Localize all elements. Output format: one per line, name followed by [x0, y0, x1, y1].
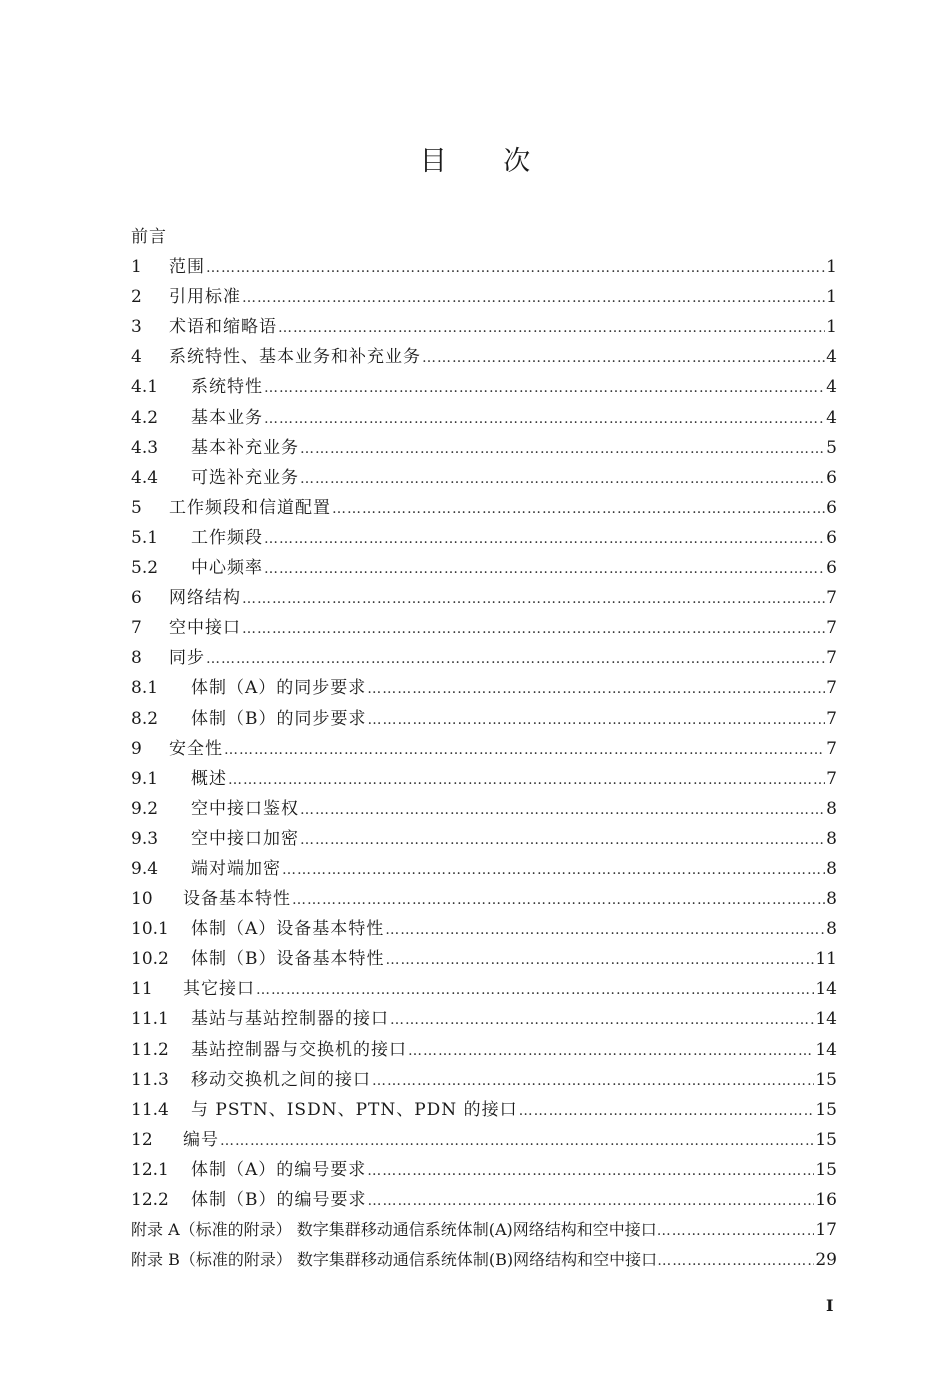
toc-dot-leader [408, 1036, 814, 1065]
toc-entry-title: 基站控制器与交换机的接口 [191, 1039, 407, 1060]
toc-entry-number: 11.3 [131, 1069, 169, 1090]
toc-dot-leader [657, 1246, 814, 1275]
toc-entry-page: 14 [815, 979, 837, 1000]
toc-dot-leader [332, 494, 825, 523]
toc-entry-number: 10.2 [131, 949, 169, 970]
toc-entry-page: 16 [815, 1190, 837, 1210]
toc-entry-title: 范围 [169, 257, 205, 278]
toc-entry-page: 7 [826, 768, 837, 789]
toc-entry-title: 体制（A）设备基本特性 [191, 919, 385, 940]
toc-entry-title: 网络结构 [169, 588, 241, 609]
toc-entry-title: 体制（A）的编号要求 [191, 1159, 367, 1180]
toc-entry-number: 9 [131, 738, 142, 759]
toc-dot-leader [300, 464, 825, 493]
toc-entry-title: 基站与基站控制器的接口 [191, 1009, 389, 1030]
toc-entry-title: 设备基本特性 [183, 889, 291, 910]
toc-entry-page: 1 [826, 257, 837, 278]
toc-entry-page: 4 [826, 347, 837, 368]
toc-dot-leader [368, 1186, 815, 1215]
page-title: 目 次 [419, 146, 555, 177]
toc-entry-page: 1 [826, 287, 837, 308]
toc-entry-number: 11 [131, 979, 153, 1000]
toc-entry-page: 6 [826, 497, 837, 518]
toc-entry[interactable] [131, 553, 837, 583]
toc-entry[interactable] [131, 764, 837, 794]
toc-entry-title: 空中接口 [169, 618, 241, 639]
toc-entry-title: 前言 [131, 227, 167, 247]
toc-dot-leader [390, 1005, 814, 1034]
toc-entry-number: 5 [131, 497, 142, 518]
toc-entry[interactable] [131, 372, 837, 402]
toc-dot-leader [292, 885, 825, 914]
toc-entry-page: 8 [826, 889, 837, 910]
toc-entry-page: 7 [826, 708, 837, 729]
toc-dot-leader [206, 644, 825, 673]
toc-dot-leader [300, 795, 825, 824]
toc-dot-leader [367, 674, 825, 703]
toc-entry-title: 基本业务 [191, 407, 263, 428]
toc-entry[interactable] [131, 914, 837, 944]
toc-entry-number: 10 [131, 889, 153, 910]
toc-entry-page: 17 [815, 1220, 837, 1241]
toc-entry-number: 11.1 [131, 1009, 169, 1030]
toc-entry-page: 1 [826, 317, 837, 338]
toc-dot-leader [278, 313, 825, 342]
toc-entry-number: 5.1 [131, 527, 159, 548]
toc-dot-leader [368, 705, 826, 734]
toc-dot-leader [206, 253, 825, 282]
toc-entry-page: 8 [826, 919, 837, 940]
toc-entry-title: 体制（B）的编号要求 [191, 1190, 367, 1210]
toc-entry-number: 5.2 [131, 558, 159, 579]
toc-entry-page: 14 [815, 1009, 837, 1030]
toc-dot-leader [242, 614, 825, 643]
toc-entry[interactable] [131, 673, 837, 703]
toc-entry-number: 9.4 [131, 858, 159, 879]
toc-dot-leader [242, 584, 825, 613]
toc-entry[interactable] [131, 884, 837, 914]
toc-entry-page: 7 [826, 618, 837, 639]
toc-entry-title: 体制（B）设备基本特性 [191, 949, 385, 970]
toc-dot-leader [256, 975, 814, 1004]
toc-entry-page: 14 [815, 1039, 837, 1060]
toc-entry-title: 系统特性 [191, 377, 263, 398]
toc-entry-page: 6 [826, 527, 837, 548]
toc-entry-number: 4.3 [131, 437, 159, 458]
toc-dot-leader [220, 1126, 814, 1155]
toc-entry-number: 12.2 [131, 1190, 169, 1210]
toc-entry-page: 6 [826, 558, 837, 579]
toc-entry[interactable] [131, 222, 837, 252]
toc-entry-title: 空中接口鉴权 [191, 798, 299, 819]
toc-entry-number: 11.2 [131, 1039, 169, 1060]
toc-entry[interactable] [131, 583, 837, 613]
toc-dot-leader [385, 915, 825, 944]
toc-entry[interactable] [131, 1245, 837, 1275]
toc-entry-page: 7 [826, 588, 837, 609]
toc-entry-number: 4.1 [131, 377, 159, 398]
toc-entry[interactable] [131, 1185, 837, 1215]
toc-entry[interactable] [131, 854, 837, 884]
toc-entry-title: 附录 B（标准的附录） 数字集群移动通信系统体制(B)网络结构和空中接口 [131, 1250, 658, 1270]
toc-entry-page: 7 [826, 738, 837, 759]
toc-dot-leader [282, 855, 825, 884]
toc-dot-leader [264, 554, 825, 583]
toc-entry-title: 与 PSTN、ISDN、PTN、PDN 的接口 [191, 1099, 518, 1120]
toc-entry[interactable] [131, 1004, 837, 1034]
toc-entry-page: 6 [826, 467, 837, 488]
toc-entry-title: 可选补充业务 [191, 467, 299, 488]
toc-dot-leader [224, 735, 825, 764]
toc-entry[interactable] [131, 1065, 837, 1095]
toc-entry[interactable] [131, 974, 837, 1004]
toc-entry-title: 编号 [183, 1129, 219, 1150]
toc-dot-leader [386, 945, 815, 974]
toc-entry-title: 工作频段 [191, 527, 263, 548]
toc-entry-number: 12.1 [131, 1159, 169, 1180]
toc-entry[interactable] [131, 794, 837, 824]
toc-entry[interactable] [131, 1095, 837, 1125]
toc-entry-page: 8 [826, 828, 837, 849]
toc-entry[interactable] [131, 1215, 837, 1245]
toc-entry-number: 9.1 [131, 768, 159, 789]
toc-entry-title: 附录 A（标准的附录） 数字集群移动通信系统体制(A)网络结构和空中接口 [131, 1220, 657, 1240]
toc-entry-number: 11.4 [131, 1099, 169, 1120]
toc-entry-number: 2 [131, 287, 142, 308]
toc-entry[interactable] [131, 613, 837, 643]
toc-entry[interactable] [131, 312, 837, 342]
toc-entry[interactable] [131, 944, 837, 974]
toc-entry-number: 7 [131, 618, 142, 639]
toc-entry-title: 端对端加密 [191, 858, 281, 879]
toc-entry-title: 概述 [191, 768, 227, 789]
toc-entry[interactable] [131, 1125, 837, 1155]
toc-entry-number: 8.1 [131, 678, 159, 699]
toc-entry-title: 系统特性、基本业务和补充业务 [169, 347, 421, 368]
toc-dot-leader [264, 524, 825, 553]
toc-entry-title: 基本补充业务 [191, 437, 299, 458]
toc-entry-number: 12 [131, 1129, 153, 1150]
toc-dot-leader [228, 765, 825, 794]
toc-entry-title: 空中接口加密 [191, 828, 299, 849]
page-number: I [826, 1296, 834, 1315]
toc-entry-page: 15 [815, 1159, 837, 1180]
toc-entry-page: 11 [815, 949, 837, 970]
toc-entry-page: 15 [815, 1099, 837, 1120]
table-of-contents [131, 222, 837, 1275]
toc-dot-leader [300, 434, 825, 463]
toc-dot-leader [422, 343, 825, 372]
toc-dot-leader [367, 1156, 814, 1185]
toc-entry-number: 10.1 [131, 919, 169, 940]
toc-entry-title: 工作频段和信道配置 [169, 497, 331, 518]
toc-entry-title: 体制（B）的同步要求 [191, 708, 367, 729]
toc-entry[interactable] [131, 1035, 837, 1065]
toc-entry-number: 1 [131, 257, 142, 278]
toc-entry-page: 15 [815, 1069, 837, 1090]
toc-entry-page: 7 [826, 648, 837, 669]
toc-entry[interactable] [131, 493, 837, 523]
toc-entry-number: 9.2 [131, 798, 159, 819]
toc-entry-page: 15 [815, 1129, 837, 1150]
toc-entry-title: 同步 [169, 648, 205, 669]
toc-entry-title: 中心频率 [191, 558, 263, 579]
toc-entry-number: 3 [131, 317, 142, 338]
toc-entry[interactable] [131, 1155, 837, 1185]
toc-entry-number: 8.2 [131, 708, 159, 729]
toc-dot-leader [242, 283, 825, 312]
toc-entry-page: 4 [826, 407, 837, 428]
toc-entry[interactable] [131, 433, 837, 463]
toc-entry-page: 5 [826, 437, 837, 458]
toc-dot-leader [372, 1066, 814, 1095]
toc-entry[interactable] [131, 403, 837, 433]
toc-dot-leader [264, 373, 825, 402]
toc-entry-title: 引用标准 [169, 287, 241, 308]
toc-entry-title: 其它接口 [183, 979, 255, 1000]
toc-entry-number: 4.2 [131, 407, 159, 428]
toc-entry-page: 7 [826, 678, 837, 699]
toc-entry-title: 术语和缩略语 [169, 317, 277, 338]
toc-entry-page: 29 [815, 1250, 837, 1271]
toc-entry[interactable] [131, 704, 837, 734]
toc-entry[interactable] [131, 252, 837, 282]
toc-entry-title: 安全性 [169, 738, 223, 759]
toc-entry-number: 6 [131, 588, 142, 609]
toc-entry-title: 移动交换机之间的接口 [191, 1069, 371, 1090]
toc-entry-number: 4 [131, 347, 142, 368]
toc-entry-page: 4 [826, 377, 837, 398]
toc-dot-leader [657, 1216, 815, 1245]
toc-dot-leader [264, 404, 825, 433]
toc-entry[interactable] [131, 824, 837, 854]
toc-dot-leader [519, 1096, 815, 1125]
toc-entry[interactable] [131, 523, 837, 553]
toc-entry-page: 8 [826, 858, 837, 879]
toc-dot-leader [300, 825, 825, 854]
toc-entry-number: 4.4 [131, 467, 159, 488]
toc-entry[interactable] [131, 734, 837, 764]
toc-entry[interactable] [131, 643, 837, 673]
toc-entry-title: 体制（A）的同步要求 [191, 678, 367, 699]
toc-entry[interactable] [131, 342, 837, 372]
toc-entry-page: 8 [826, 798, 837, 819]
toc-entry-number: 9.3 [131, 828, 159, 849]
toc-entry[interactable] [131, 463, 837, 493]
toc-entry[interactable] [131, 282, 837, 312]
toc-entry-number: 8 [131, 648, 142, 669]
